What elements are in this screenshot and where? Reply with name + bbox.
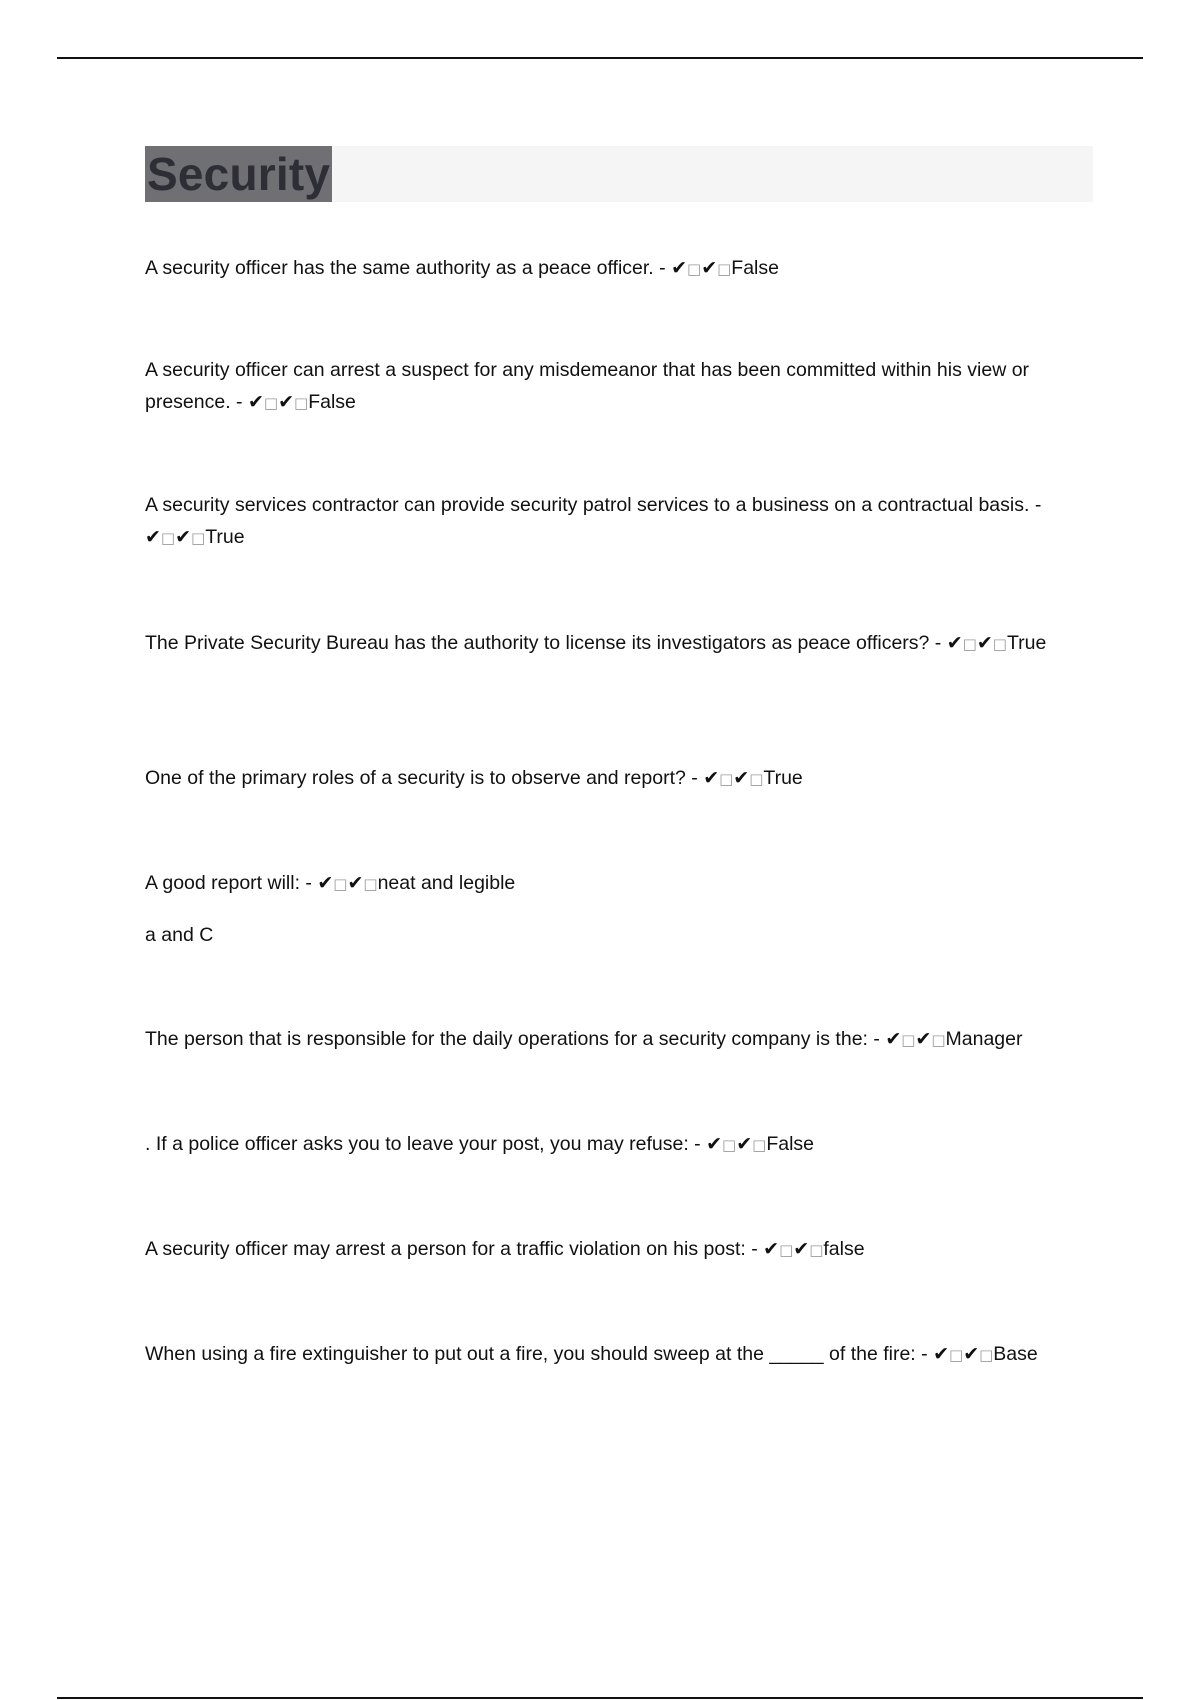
box-icon: □	[809, 1241, 824, 1259]
check-mark-icon: ✔	[703, 767, 720, 789]
check-mark-icon: ✔	[701, 257, 718, 279]
check-mark-icon: ✔	[175, 526, 192, 548]
answer-extra-text: a and C	[145, 924, 214, 946]
question-text: The Private Security Bureau has the authority to license its investigators as peace officers?	[145, 632, 930, 654]
question-text: A security officer can arrest a suspect for any misdemeanor that has been committed within his view or presence.	[145, 359, 1030, 413]
qa-item	[145, 489, 1085, 554]
separator: -	[915, 1343, 934, 1365]
question-text: A security services contractor can provide security patrol services to a business on a contractual basis.	[145, 494, 1030, 516]
answer-text: False	[308, 391, 356, 413]
check-mark-icon: ✔	[976, 632, 993, 654]
box-icon: □	[687, 260, 702, 278]
check-mark-icon: ✔	[733, 767, 750, 789]
box-icon: □	[752, 1136, 767, 1154]
qa-item	[145, 1338, 1085, 1371]
check-mark-icon: ✔	[278, 391, 295, 413]
bottom-rule	[57, 1697, 1143, 1699]
check-mark-icon: ✔	[763, 1238, 780, 1260]
box-icon: □	[191, 529, 206, 547]
box-icon: □	[717, 260, 732, 278]
separator: -	[653, 257, 672, 279]
separator: -	[230, 391, 248, 413]
check-mark-icon: ✔	[963, 1343, 980, 1365]
qa-item	[145, 1023, 1085, 1056]
check-mark-icon: ✔	[915, 1028, 932, 1050]
question-text: When using a fire extinguisher to put out a fire, you should sweep at the _____ of the fire:	[145, 1343, 916, 1365]
check-mark-icon: ✔	[671, 257, 687, 279]
question-text: A good report will:	[145, 872, 301, 894]
answer-text: Base	[993, 1343, 1038, 1365]
box-icon: □	[931, 1031, 946, 1049]
question-text: The person that is responsible for the daily operations for a security company is the:	[145, 1028, 868, 1050]
qa-item	[145, 354, 1085, 419]
check-mark-icon: ✔	[885, 1028, 902, 1050]
check-mark-icon: ✔	[946, 632, 963, 654]
answer-text: False	[731, 257, 779, 279]
separator: -	[745, 1238, 764, 1260]
qa-item	[145, 627, 1085, 660]
page-title: Security	[147, 148, 331, 200]
box-icon: □	[749, 770, 764, 788]
box-icon: □	[779, 1241, 794, 1259]
question-text: . If a police officer asks you to leave your post, you may refuse:	[145, 1133, 689, 1155]
check-mark-icon: ✔	[247, 391, 264, 413]
answer-text: True	[205, 526, 245, 548]
answer-text: True	[1006, 632, 1047, 654]
box-icon: □	[949, 1346, 964, 1364]
top-rule	[57, 57, 1143, 59]
box-icon: □	[294, 394, 309, 412]
separator: -	[867, 1028, 886, 1050]
separator: -	[688, 1133, 707, 1155]
qa-item	[145, 1128, 1085, 1161]
box-icon: □	[901, 1031, 916, 1049]
check-mark-icon: ✔	[706, 1133, 723, 1155]
box-icon: □	[263, 394, 279, 412]
separator: -	[929, 632, 947, 654]
box-icon: □	[333, 875, 348, 893]
check-mark-icon: ✔	[933, 1343, 949, 1365]
answer-text: False	[766, 1133, 814, 1155]
answer-text: Manager	[945, 1028, 1023, 1050]
box-icon: □	[722, 1136, 737, 1154]
answer-text: True	[763, 767, 803, 789]
question-text: A security officer may arrest a person for a traffic violation on his post:	[145, 1238, 746, 1260]
question-text: A security officer has the same authority as a peace officer.	[145, 257, 654, 279]
check-mark-icon: ✔	[736, 1133, 753, 1155]
qa-item	[145, 1233, 1085, 1266]
box-icon: □	[962, 635, 977, 653]
qa-item	[145, 762, 1085, 795]
question-text: One of the primary roles of a security is to observe and report?	[145, 767, 686, 789]
check-mark-icon: ✔	[145, 526, 161, 548]
check-mark-icon: ✔	[317, 872, 334, 894]
qa-item	[145, 867, 1085, 900]
box-icon: □	[719, 770, 734, 788]
separator: -	[685, 767, 704, 789]
box-icon: □	[992, 635, 1007, 653]
box-icon: □	[979, 1346, 994, 1364]
box-icon: □	[363, 875, 378, 893]
box-icon: □	[160, 529, 176, 547]
separator: -	[300, 872, 318, 894]
check-mark-icon: ✔	[347, 872, 364, 894]
answer-text: neat and legible	[377, 872, 516, 894]
answer-text: false	[823, 1238, 865, 1260]
qa-item	[145, 252, 1085, 285]
check-mark-icon: ✔	[793, 1238, 810, 1260]
separator: -	[1029, 494, 1042, 516]
